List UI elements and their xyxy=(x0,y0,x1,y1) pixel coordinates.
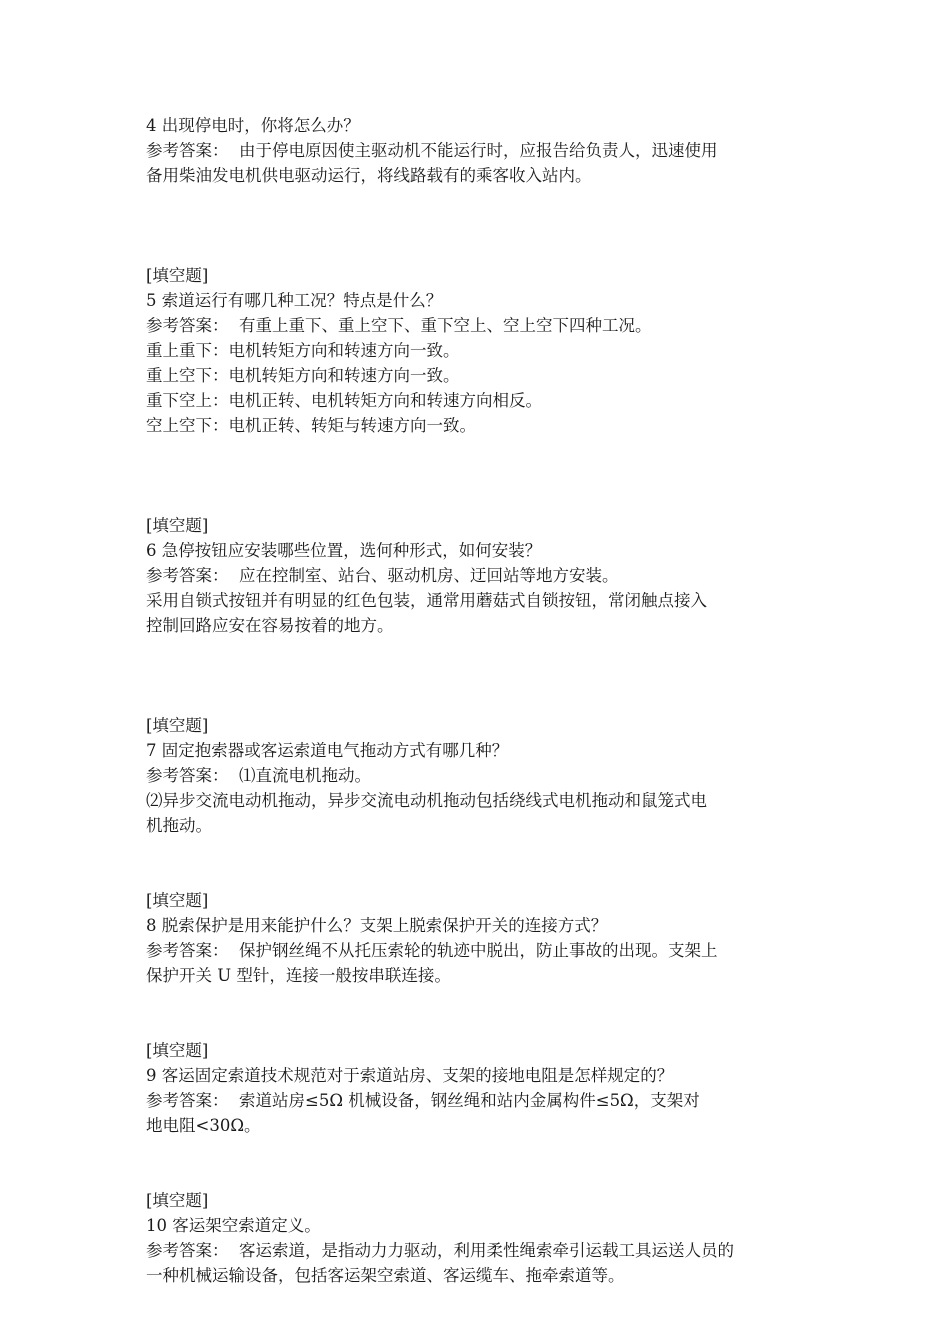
question-text: 4 出现停电时，你将怎么办？ xyxy=(146,116,360,135)
answer-line: 机拖动。 xyxy=(146,816,212,835)
question-block-4 xyxy=(146,113,810,188)
question-block-9 xyxy=(146,1038,810,1138)
question-text: 9 客运固定索道技术规范对于索道站房、支架的接地电阻是怎样规定的？ xyxy=(146,1066,674,1085)
answer-line: 参考答案： 索道站房≤5Ω 机械设备，钢丝绳和站内金属构件≤5Ω，支架对 xyxy=(146,1091,700,1110)
answer-line: 重上重下：电机转矩方向和转速方向一致。 xyxy=(146,341,460,360)
answer-line: 保护开关 U 型针，连接一般按串联连接。 xyxy=(146,966,451,985)
answer-line: ⑵异步交流电动机拖动，异步交流电动机拖动包括绕线式电机拖动和鼠笼式电 xyxy=(146,791,707,810)
answer-line: 采用自锁式按钮并有明显的红色包装，通常用蘑菇式自锁按钮，常闭触点接入 xyxy=(146,591,707,610)
answer-line: 空上空下：电机正转、转矩与转速方向一致。 xyxy=(146,416,476,435)
question-block-10 xyxy=(146,1188,810,1288)
question-text: 5 索道运行有哪几种工况？特点是什么？ xyxy=(146,291,443,310)
answer-line: 参考答案： 应在控制室、站台、驱动机房、迂回站等地方安装。 xyxy=(146,566,619,585)
document-page xyxy=(146,113,810,1288)
question-block-8 xyxy=(146,888,810,988)
answer-line: 参考答案： 由于停电原因使主驱动机不能运行时，应报告给负责人，迅速使用 xyxy=(146,141,718,160)
question-type-tag: [填空题] xyxy=(146,266,209,285)
question-type-tag: [填空题] xyxy=(146,716,209,735)
question-block-7 xyxy=(146,713,810,838)
question-block-5 xyxy=(146,263,810,438)
answer-line: 参考答案： 有重上重下、重上空下、重下空上、空上空下四种工况。 xyxy=(146,316,652,335)
answer-line: 控制回路应安在容易按着的地方。 xyxy=(146,616,394,635)
question-type-tag: [填空题] xyxy=(146,1191,209,1210)
answer-line: 备用柴油发电机供电驱动运行，将线路载有的乘客收入站内。 xyxy=(146,166,592,185)
answer-line: 地电阻<30Ω。 xyxy=(146,1116,261,1135)
question-block-6 xyxy=(146,513,810,638)
question-text: 10 客运架空索道定义。 xyxy=(146,1216,321,1235)
answer-line: 重上空下：电机转矩方向和转速方向一致。 xyxy=(146,366,460,385)
question-text: 7 固定抱索器或客运索道电气拖动方式有哪几种？ xyxy=(146,741,509,760)
answer-line: 一种机械运输设备，包括客运架空索道、客运缆车、拖牵索道等。 xyxy=(146,1266,625,1285)
question-type-tag: [填空题] xyxy=(146,1041,209,1060)
question-type-tag: [填空题] xyxy=(146,891,209,910)
answer-line: 参考答案： 保护钢丝绳不从托压索轮的轨迹中脱出，防止事故的出现。支架上 xyxy=(146,941,718,960)
answer-line: 参考答案： 客运索道，是指动力力驱动，利用柔性绳索牵引运载工具运送人员的 xyxy=(146,1241,734,1260)
question-text: 6 急停按钮应安装哪些位置，选何种形式，如何安装？ xyxy=(146,541,542,560)
question-type-tag: [填空题] xyxy=(146,516,209,535)
question-text: 8 脱索保护是用来能护什么？支架上脱索保护开关的连接方式？ xyxy=(146,916,608,935)
answer-line: 参考答案： ⑴直流电机拖动。 xyxy=(146,766,371,785)
answer-line: 重下空上：电机正转、电机转矩方向和转速方向相反。 xyxy=(146,391,542,410)
